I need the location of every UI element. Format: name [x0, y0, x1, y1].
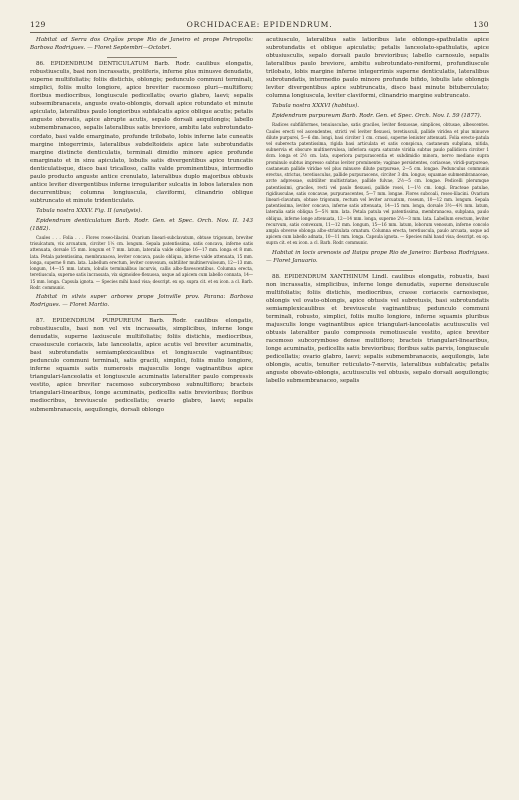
species-86-description: 86. EPIDENDRUM DENTICULATUM Barb. Rodr. caulibus elongatis, robustiusculis, basi non incrassatis, proliferis, inferne plus minusve denudatis, superne multifoliatis; foliis distichis, oblongis; pedunculo communi terminali, simplici, foliis multo longiore, apice breviter racemoso pluri—multifloro; floribus mediocribus, longiuscule pedicellatis; ovario glabro, laevi; sepalis subsemibranaceis, anguste ovato-oblongis, dorsali apice rotundato et minute apiculato, lateralibus paulo longioribus subfalcatis apice oblique acutis; petalis anguste obovatis, apice abrupte acutis, sepalo dorsali aequilongis; labello submembranaceo, sepalis lateralibus satis breviore, ambitu late subrotundato-cordato, basi valde emarginato, profunde trilobato, lobis inferne late cuneatis margine integerrimis, lateralibus subdeltoideis apice late subrotundatis margine distincte denticulatis, terminali dimidio minore apice profunde emarginato et in sinu apiculato, lobulis satis divergentibus apice truncatis denticulatisque, disco basi tricalloso, callis valde prominentibus, intermedio paulo producto anguste antice crenulato, lateralibus duplo majoribus obtusis antice leviter divergentibus inferne irregulariter sulcatis in lobos laterales non decurrentibus; columna longiuscula, claviformi, clinandrio oblique subtruncato et minute tridenticulato.: [30, 61, 253, 204]
section-divider: [30, 311, 253, 317]
species-87-description: 87. EPIDENDRUM PURPUREUM Barb. Rodr. caulibus elongatis, robustiusculis, basi non vel vix incrassatis, simplicibus, inferne longe denudatis, superne laxiuscule multifoliatis; foliis distichis, mediocribus, crassiuscule coriaceis, late lanceolatis, apice acutis vel breviter acuminatis, basi subrotundatis semiamplexicaulibus et longiuscule vaginantibus; pedunculo communi terminali, satis gracili, simplici, foliis multo longiore, inferne squamis satis numerosis majusculis longe vaginantibus apice triangulari-lanceolatis et longiuscule acuminatis lateraliter paulo compressis vestito, apice breviter racemoso subcorymboso subnultifloro; bracteis triangulari-linearibus, longe acuminatis, pedicellis satis brevioribus; floribus mediocribus, breviuscule pedicellatis; ovario glabro, laevi; sepalis submembranaceis, aequilongis, dorsali oblongo: [30, 318, 253, 413]
page-number-left: 129: [30, 20, 46, 29]
running-title: ORCHIDACEAE: EPIDENDRUM.: [186, 20, 333, 29]
species-88-description: 88. EPIDENDRUM XANTHINUM Lindl. caulibus elongatis, robustis, basi non incrassatis, simplicibus, inferne longe denudatis, superne densiuscule multifoliatis; foliis distichis, mediocribus, crasse coriaceis carnosisque, oblongis vel ovato-oblongis, apice obtusis vel subretusis, basi subrotundatis semiamplexicaulibus et breviuscule vaginantibus; pedunculo communi terminali, robusto, simplici, foliis multo longiore, inferne squamis pluribus majusculis longe vaginantibus apice triangulari-lanceolatis acutiusculis vel obtusis lateraliter paulo compressis remotiuscule vestito, apice breviter racemoso subcorymboso dense multifloro; bracteis triangulari-linearibus, longe acuminatis, pedicellis satis brevioribus; floribus satis parvis, longiuscule pedicellatis; ovario glabro, laevi; sepalis submembranaceis, aequilongis, late oblongis, acutis, tenuiter reticulato-7-nerviis, lateralibus subfalcatis; petalis anguste obovato-oblongis, acutiusculis vel obtusis, sepalo dorsali aequilongis; labello submembranaceo, sepalis: [266, 273, 489, 385]
running-head: [30, 20, 489, 29]
page-number-right: 130: [473, 20, 489, 29]
habitat-paragraph: Habitat in silvis super arbores prope Joinville prov. Parana: Barbosa Rodrigues. — Floret Martio.: [30, 293, 253, 308]
species-87-continuation: acutiusculo, lateralibus satis latioribus late oblongo-spathulatis apice subrotundatis et oblique apiculatis; petalis lanceolato-spathulatis, apice obtusiusculis, sepalo dorsali paulo brevioribus; labello carnosulo, sepalis lateralibus paulo breviore, ambitu subrotundato-reniformi, profundiuscule trilobato, lobis margine inferne integerrimis superne denticulatis, lateralibus subrotundatis, intermedio paulo minore profunde bifido, lobulis late oblongis leviter divergentibus apice subtruncatis, disco basi minute bituberculato; columna longiuscula, leviter claviformi, clinandrio margine subtruncato.: [266, 37, 489, 100]
citation: Epidendrum denticulatum Barb. Rodr. Gen. et Spec. Orch. Nov. II. 143 (1882).: [30, 217, 253, 233]
plate-reference: Tabula nostra XXXVI (habitus).: [272, 103, 360, 110]
section-divider: [266, 267, 489, 273]
citation: Epidendrum purpureum Barb. Rodr. Gen. et Spec. Orch. Nov. I. 59 (1877).: [272, 113, 482, 120]
right-column: [266, 36, 489, 788]
detailed-description: Caules . . . Folia . . . Flores roseo-lilacini. Ovarium lineari-subclavatum, obtuse trigonum, breviter trisulcatum, vix arcuatum, circiter 1⅓ cm. longum. Sepala patentissima, satis concava, inferne satis attenuata, dorsale 15 mm. longum et 7 mm. latum, lateralia valde oblique 16—17 mm. longa et 8 mm. lata. Petala patentissima, membranacea, leviter concava, paulo obliqua, inferne valde attenuata, 15 mm. longa, superne 8 mm. lata. Labellum erectum, leviter convexum, subtiliter multinervulosum, 12—13 mm. longum, 14—15 mm. latum, lobulis terminalibus incurvis, callis albo-flavescentibus. Columna erecta, teretiuscula, superne satis incrassata, vix sigmoideo-flexuosa, usque ad apicem cum labello connata, 14—15 mm. longa. Capsula ignota. — Species mihi haud visa; descript. ex op. supra cit. et ex icon. a cl. Barb. Rodr. communic.: [30, 235, 253, 290]
plate-reference: Tabula nostra XXXV. Fig. II (analysis).: [36, 207, 143, 214]
detailed-description: Radices subfiliformes, tenuiusculae, satis graciles, leviter flexuosae, simplices, obtusae, albescentes. Caules erecti vel ascendentes, stricti vel leviter flexuosi, teretiusculi, pallide viridea et plus minusve dilute purpurei, 5—6 dm. longi, basi circiter 1 cm. crassi, superne leniuter attenuati. Folia erecto-patula vel suberecta patentissima, rigida basi articulata et satis conspicua, castaneum subplana, nitida, subnervia et obscure multinervulosa, inferiora supra saturate viridia subtus paulo pallidiora circiter 1 dcm. longa et 2½ cm. lata, superiora purpurascentia et subdimidio minora, nervo mediano supra prominulo subtus impresso subtus leviter prominente; vaginae persistentes, coriaceae, viridi-purpureae, castaneum pallide viridae vel plus minusve dilute purpureae, 2—5 cm. longae. Pedunculus communis erectus, strictus, teretiusculus, pallide purpurascens, circiter 3 dm. longus; squamae submembranaceae, arcte adpressae, subtiliter multistriatae, pallide fulvae, 2½—5 cm. longae. Pedicelli plerumque patentissimi, graciles, recti vel paulo flexuosi, pallide rosei, 1—1½ cm. longi. Bracteae patulae, rigidiusculae, satis concavae, purpurascentes, 5—7 mm. longae. Flores subcoali, roseo-lilacini. Ovarium lineari-clavatum, obtuse trigonum, rectum vel leviter arcuatum, roseum, 10—12 mm. longum. Sepala patentissima, leviter concava, inferne satis attenuata, 14—15 mm. longa, dorsale 3½—4½ mm. latum, lateralia satis obliqua 5—5½ mm. lata. Petala patula vel patentissima, membranacea, subplana, paulo obliqua, inferne longe attenuata, 12—14 mm. longa, superne 2½—3 mm. lata. Labellum erectum, leviter recurvum, satis convexum, 11—12 mm. longum, 15—16 mm. latum, loborum venosum, inferne concolo ampla obverse oblonga albo-striatulata ornatum. Columna erecta, teretiuscula, paulo arcuata, usque ad apicem cum labello adnata, 10—11 mm. longa. Capsula ignota. — Species mihi haud visa; descript. ex op. supra cit. et ex icon. a cl. Barb. Rodr. communic.: [266, 122, 489, 246]
section-divider: [30, 54, 253, 60]
habitat-paragraph: Habitat in locis arenosis ad Itaipu prope Rio de Janeiro: Barbosa Rodrigues. — Floret Januario.: [266, 249, 489, 264]
header-rule: [30, 32, 489, 33]
habitat-paragraph: Habitat ad Serra dos Orgãos prope Rio de Janeiro et prope Petropolis: Barbosa Rodrigues. — Floret Septembri—Octobri.: [30, 37, 253, 52]
left-column: [30, 36, 253, 788]
